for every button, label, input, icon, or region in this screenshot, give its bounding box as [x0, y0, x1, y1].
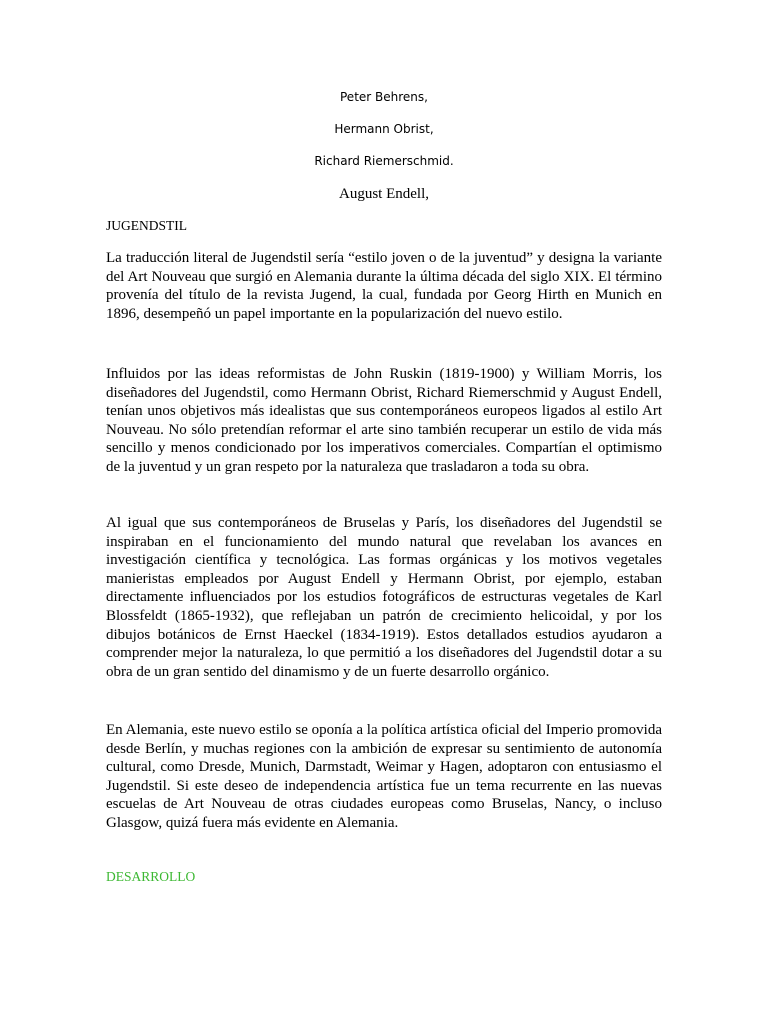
- paragraph-germany: En Alemania, este nuevo estilo se oponía a la política artística oficial del Imperio promovida desde Berlín, y muchas regiones con la ambición de expresar su sentimiento de autonomía cultural, como Dresde, Munich, Darmstadt, Weimar y Hagen, adoptaron con entusiasmo el Jugendstil. Si este deseo de independencia artística fue un tema recurrente en las nuevas escuelas de Art Nouveau de otras ciudades europeas como Bruselas, Nancy, o incluso Glasgow, quizá fuera más evidente en Alemania.: [106, 722, 662, 831]
- section-heading-jugendstil: JUGENDSTIL: [106, 218, 187, 233]
- paragraph-translation: La traducción literal de Jugendstil sería “estilo joven o de la juventud” y designa la variante del Art Nouveau que surgió en Alemania durante la última década del siglo XIX. El término provenía del título de la revista Jugend, la cual, fundada por Georg Hirth en Munich en 1896, desempeñó un papel importante en la popularización del nuevo estilo.: [106, 250, 662, 322]
- author-name-endell: August Endell,: [339, 186, 429, 202]
- author-name-riemerschmid: Richard Riemerschmid.: [314, 154, 454, 168]
- author-name-behrens: Peter Behrens,: [340, 90, 428, 104]
- section-heading-desarrollo: DESARROLLO: [106, 869, 196, 884]
- paragraph-influences: Influidos por las ideas reformistas de John Ruskin (1819-1900) y William Morris, los diseñadores del Jugendstil, como Hermann Obrist, Richard Riemerschmid y August Endell, tenían unos objetivos más idealistas que sus contemporáneos europeos ligados al estilo Art Nouveau. No sólo pretendían reformar el arte sino también recuperar un estilo de vida más sencillo y menos condicionado por los imperativos comerciales. Compartían el optimismo de la juventud y un gran respeto por la naturaleza que trasladaron a toda su obra.: [106, 366, 662, 475]
- paragraph-nature: Al igual que sus contemporáneos de Bruselas y París, los diseñadores del Jugendstil se inspiraban en el funcionamiento del mundo natural que revelaban los avances en investigación científica y tecnológica. Las formas orgánicas y los motivos vegetales manieristas empleados por August Endell y Hermann Obrist, por ejemplo, estaban directamente influenciados por los estudios fotográficos de estructuras vegetales de Karl Blossfeldt (1865-1932), que reflejaban un patrón de crecimiento helicoidal, y por los dibujos botánicos de Ernst Haeckel (1834-1919). Estos detallados estudios ayudaron a comprender mejor la naturaleza, lo que permitió a los diseñadores del Jugendstil dotar a su obra de un gran sentido del dinamismo y de un fuerte desarrollo orgánico.: [106, 515, 662, 680]
- author-name-obrist: Hermann Obrist,: [334, 122, 434, 136]
